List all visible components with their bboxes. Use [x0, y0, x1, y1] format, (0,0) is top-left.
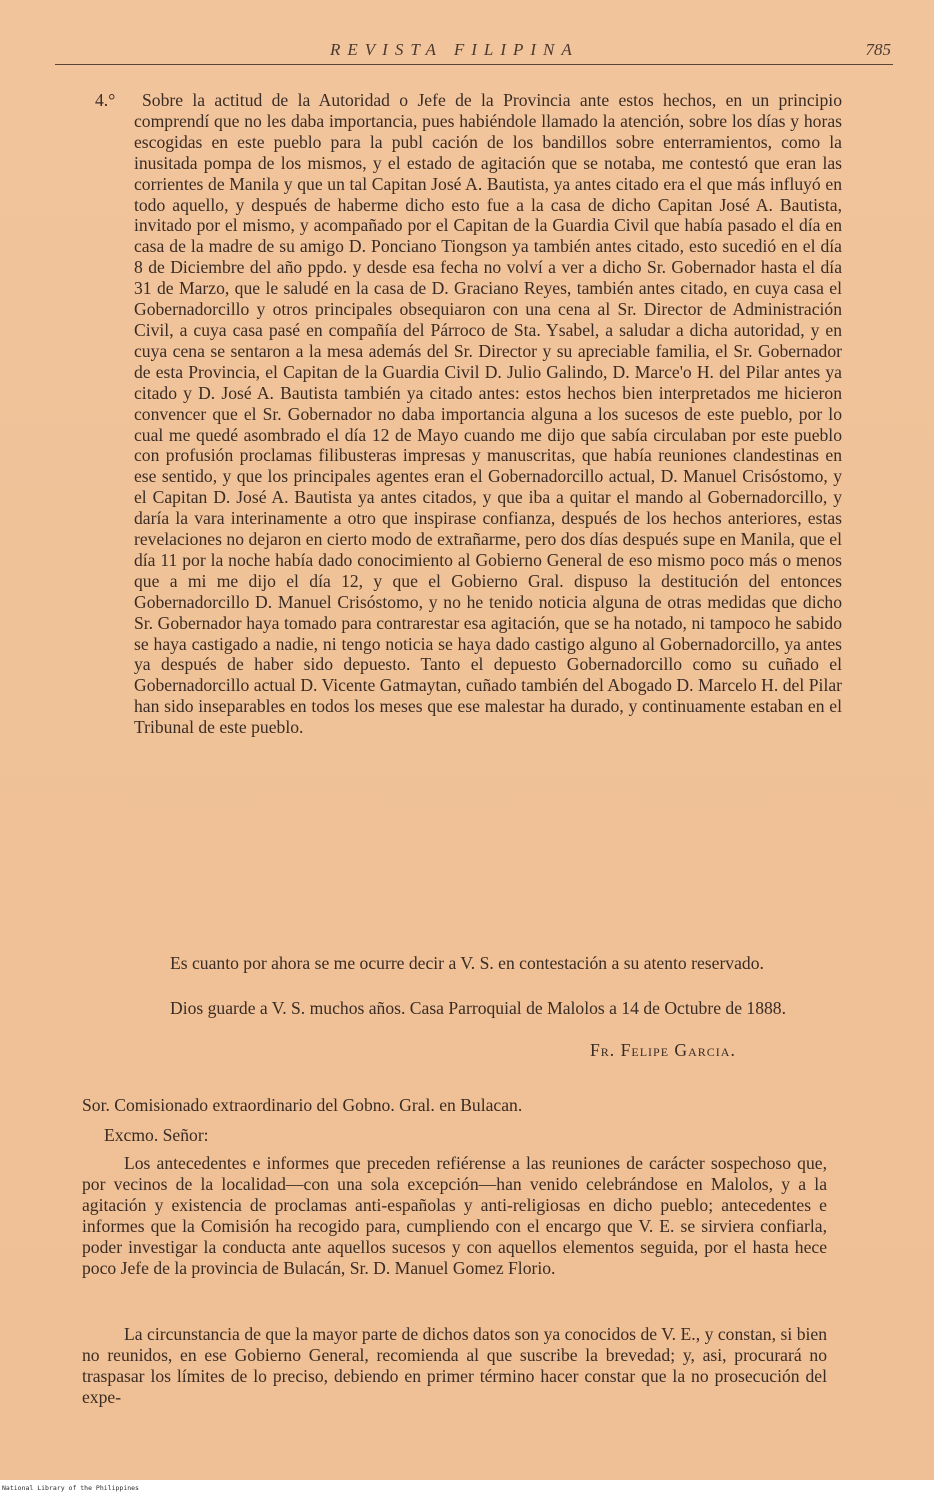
footer-band	[0, 1480, 934, 1493]
library-credit: National Library of the Philippines	[2, 1484, 139, 1492]
item-number: 4.°	[95, 90, 116, 110]
journal-title: REVISTA FILIPINA	[330, 40, 579, 59]
addressee: Sor. Comisionado extraordinario del Gobno. Gral. en Bulacan.	[82, 1095, 523, 1115]
salutation: Excmo. Señor:	[104, 1125, 209, 1145]
running-header	[55, 40, 893, 65]
letter-paragraph-1: Sobre la actitud de la Autoridad o Jefe de la Provincia ante estos hechos, en un principio comprendí que no les daba importancia, pues habiéndole llamado la atención, sobre los días y horas escogidas en este pueblo para la publ cación de los bandillos sobre enterramientos, como la inusitada pompa de los mismos, y el estado de agitación que se notaba, me contestó que eran las corrientes de Manila y que un tal Capitan José A. Bautista, ya antes citado era el que más influyó en todo aquello, y después de haberme dicho esto fue a la casa de dicho Capitan José A. Bautista, invitado por el mismo, y acompañado por el Capitan de la Guardia Civil que había pasado el día en casa de la madre de su amigo D. Ponciano Tiongson ya también antes citado, esto sucedió en el día 8 de Diciembre del año ppdo. y desde esa fecha no volví a ver a dicho Sr. Gobernador hasta el día 31 de Marzo, que le saludé en la casa de D. Graciano Reyes, también antes citado, en cuya casa el Gobernadorcillo y otros principales obsequiaron con una cena al Sr. Director de Administración Civil, a cuya casa pasé en compañía del Párroco de Sta. Ysabel, a saludar a dicha autoridad, y en cuya cena se sentaron a la mesa además del Sr. Director y su apreciable familia, el Sr. Gobernador de esta Provincia, el Capitan de la Guardia Civil D. Julio Galindo, D. Marce'o H. del Pilar antes ya citado y D. José A. Bautista también ya citado antes: estos hechos bien interpretados me hicieron convencer que el Sr. Gobernador no daba importancia alguna a los sucesos de este pueblo, por lo cual me quedé asombrado el día 12 de Mayo cuando me dijo que sabía circulaban por este pueblo con profusión proclamas filibusteras impresas y manuscritas, que había reuniones clandestinas en ese sentido, y que los principales agentes eran el Gobernadorcillo actual, D. Manuel Crisóstomo, y el Capitan D. José A. Bautista ya antes citados, y que iba a quitar el mando al Gobernadorcillo, y daría la vara interinamente a otro que inspirase confianza, después de los hechos anteriores, estas revelaciones no dejaron en cierto modo de extrañarme, pero dos días después supe en Manila, que el día 11 por la noche había dado conocimiento al Gobierno General de eso mismo poco más o menos que a mi me dijo el día 12, y que el Gobierno Gral. dispuso la destitución del entonces Gobernadorcillo D. Manuel Crisóstomo, y no he tenido noticia alguna de otras medidas que dicho Sr. Gobernador haya tomado para contrarestar esa agitación, que se ha notado, ni tampoco he sabido se haya castigado a nadie, ni tengo noticia se haya dado castigo alguno al Gobernadorcillo, ya antes ya después de haber sido depuesto. Tanto el depuesto Gobernadorcillo como su cuñado el Gobernadorcillo actual D. Vicente Gatmaytan, cuñado también del Abogado D. Marcelo H. del Pilar han sido inseparables en todos los meses que ese malestar ha durado, y continuamente estaban en el Tribunal de este pueblo.	[134, 90, 842, 738]
report-paragraph-1: Los antecedentes e informes que preceden refiérense a las reuniones de carácter sospechoso que, por vecinos de la localidad—con una sola excepción—han venido celebrándose en Malolos, y a la agitación y existencia de proclamas anti-españolas y anti-religiosas en dicho pueblo; antecedentes e informes que la Comisión ha recogido para, cumpliendo con el encargo que V. E. se sirviera confiarla, poder investigar la conducta ante aquellos sucesos y con aquellos elementos seguida, por el hasta hece poco Jefe de la provincia de Bulacán, Sr. D. Manuel Gomez Florio.	[82, 1153, 827, 1278]
letter-paragraph-3: Dios guarde a V. S. muchos años. Casa Parroquial de Malolos a 14 de Octubre de 1888.	[170, 998, 786, 1018]
signature: Fr. Felipe Garcia.	[590, 1040, 736, 1060]
report-paragraph-2: La circunstancia de que la mayor parte de dichos datos son ya conocidos de V. E., y constan, si bien no reunidos, en ese Gobierno General, recomienda al que suscribe la brevedad; y, asi, procurará no traspasar los límites de lo preciso, debiendo en primer término hacer constar que la no prosecución del expe-	[82, 1324, 827, 1407]
letter-paragraph-2: Es cuanto por ahora se me ocurre decir a V. S. en contestación a su atento reservado.	[170, 953, 764, 973]
page-number: 785	[865, 40, 891, 59]
